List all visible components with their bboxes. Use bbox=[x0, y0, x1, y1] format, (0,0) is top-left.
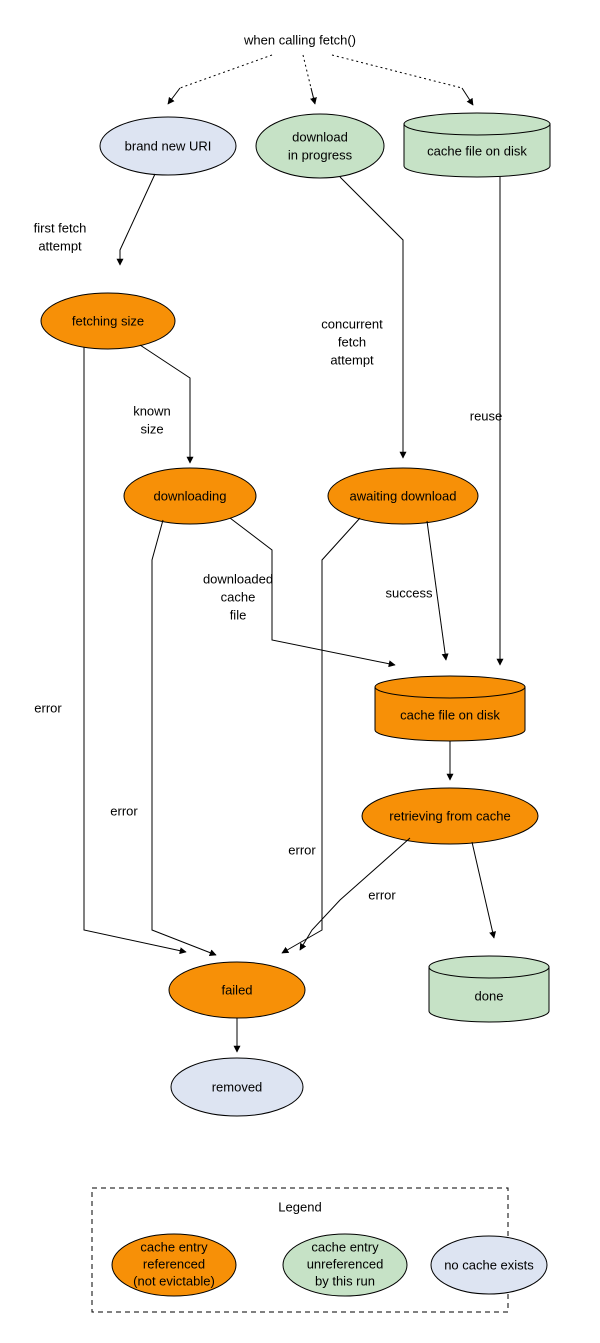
edge-title-to-cache-file-top-head bbox=[462, 88, 473, 105]
downloading-label: downloading bbox=[153, 488, 227, 504]
cache-file-top-label: cache file on disk bbox=[427, 143, 527, 159]
edge-label-first-fetch-line1: first fetch bbox=[33, 220, 87, 236]
edge-label-error-3: error bbox=[288, 842, 316, 858]
edge-fetching-size-to-failed bbox=[84, 347, 186, 952]
legend-item-lavender bbox=[431, 1236, 547, 1294]
brand-new-uri-label: brand new URI bbox=[124, 138, 212, 154]
edge-awaiting-to-failed bbox=[282, 518, 360, 953]
cache-file-mid-cap bbox=[375, 676, 525, 698]
node-retrieving-from-cache[interactable] bbox=[362, 788, 538, 844]
edge-label-known-line2: size bbox=[140, 421, 164, 437]
awaiting-download-label: awaiting download bbox=[349, 488, 457, 504]
legend-title: Legend bbox=[278, 1199, 322, 1215]
failed-label: failed bbox=[221, 982, 253, 998]
node-removed[interactable] bbox=[171, 1058, 303, 1116]
diagram-title: when calling fetch() bbox=[244, 32, 356, 48]
legend-green-line1: cache entry bbox=[311, 1239, 379, 1255]
removed-label: removed bbox=[211, 1079, 263, 1095]
retrieving-from-cache-label: retrieving from cache bbox=[389, 808, 511, 824]
edge-brand-new-uri-to-fetching-size bbox=[120, 174, 155, 265]
node-cache-file-on-disk-top[interactable] bbox=[404, 113, 550, 177]
legend-orange-line1: cache entry bbox=[140, 1239, 208, 1255]
node-done[interactable] bbox=[429, 956, 549, 1022]
download-in-progress-label-line2: in progress bbox=[287, 147, 353, 163]
edge-label-downloaded-line2: cache bbox=[220, 589, 256, 605]
cache-file-mid-label: cache file on disk bbox=[400, 707, 500, 723]
legend-green-line3: by this run bbox=[315, 1273, 375, 1289]
edge-title-to-cache-file-top bbox=[332, 55, 462, 88]
download-in-progress-label-line1: download bbox=[292, 129, 348, 145]
legend bbox=[92, 1188, 547, 1312]
edge-retrieving-to-done bbox=[472, 842, 494, 938]
node-cache-file-on-disk-mid[interactable] bbox=[375, 676, 525, 741]
node-awaiting-download[interactable] bbox=[328, 468, 478, 524]
edge-title-to-brand-new-uri-head bbox=[168, 88, 180, 104]
legend-orange-line3: (not evictable) bbox=[133, 1273, 215, 1289]
edge-label-concurrent-line1: concurrent bbox=[321, 316, 383, 332]
edge-label-downloaded-line1: downloaded bbox=[202, 571, 274, 587]
legend-green-line2: unreferenced bbox=[306, 1256, 384, 1272]
done-label: done bbox=[474, 988, 504, 1004]
edge-label-known-line1: known bbox=[133, 403, 171, 419]
fetching-size-label: fetching size bbox=[71, 313, 145, 329]
edge-label-reuse: reuse bbox=[469, 408, 503, 424]
edge-label-success: success bbox=[385, 585, 433, 601]
edge-label-error-4: error bbox=[368, 887, 396, 903]
legend-lavender-line1: no cache exists bbox=[444, 1257, 534, 1273]
edge-label-concurrent-line2: fetch bbox=[337, 334, 367, 350]
cache-file-top-cap bbox=[404, 113, 550, 135]
edge-title-to-download-in-progress-head bbox=[311, 88, 315, 104]
legend-item-orange bbox=[112, 1234, 236, 1296]
edge-title-to-brand-new-uri bbox=[180, 55, 272, 88]
legend-orange-line2: referenced bbox=[142, 1256, 206, 1272]
legend-item-green bbox=[283, 1234, 407, 1296]
done-cap bbox=[429, 956, 549, 978]
edge-label-error-1: error bbox=[34, 700, 62, 716]
edge-title-to-download-in-progress bbox=[303, 55, 311, 88]
node-brand-new-uri[interactable] bbox=[100, 117, 236, 175]
node-failed[interactable] bbox=[169, 962, 305, 1018]
node-downloading[interactable] bbox=[124, 468, 256, 524]
node-download-in-progress[interactable] bbox=[256, 114, 384, 178]
edge-label-downloaded-line3: file bbox=[229, 607, 247, 623]
edge-label-error-2: error bbox=[110, 803, 138, 819]
download-in-progress-shape bbox=[256, 114, 384, 178]
edge-label-first-fetch-line2: attempt bbox=[38, 238, 82, 254]
edge-label-concurrent-line3: attempt bbox=[330, 352, 374, 368]
node-fetching-size[interactable] bbox=[41, 293, 175, 349]
